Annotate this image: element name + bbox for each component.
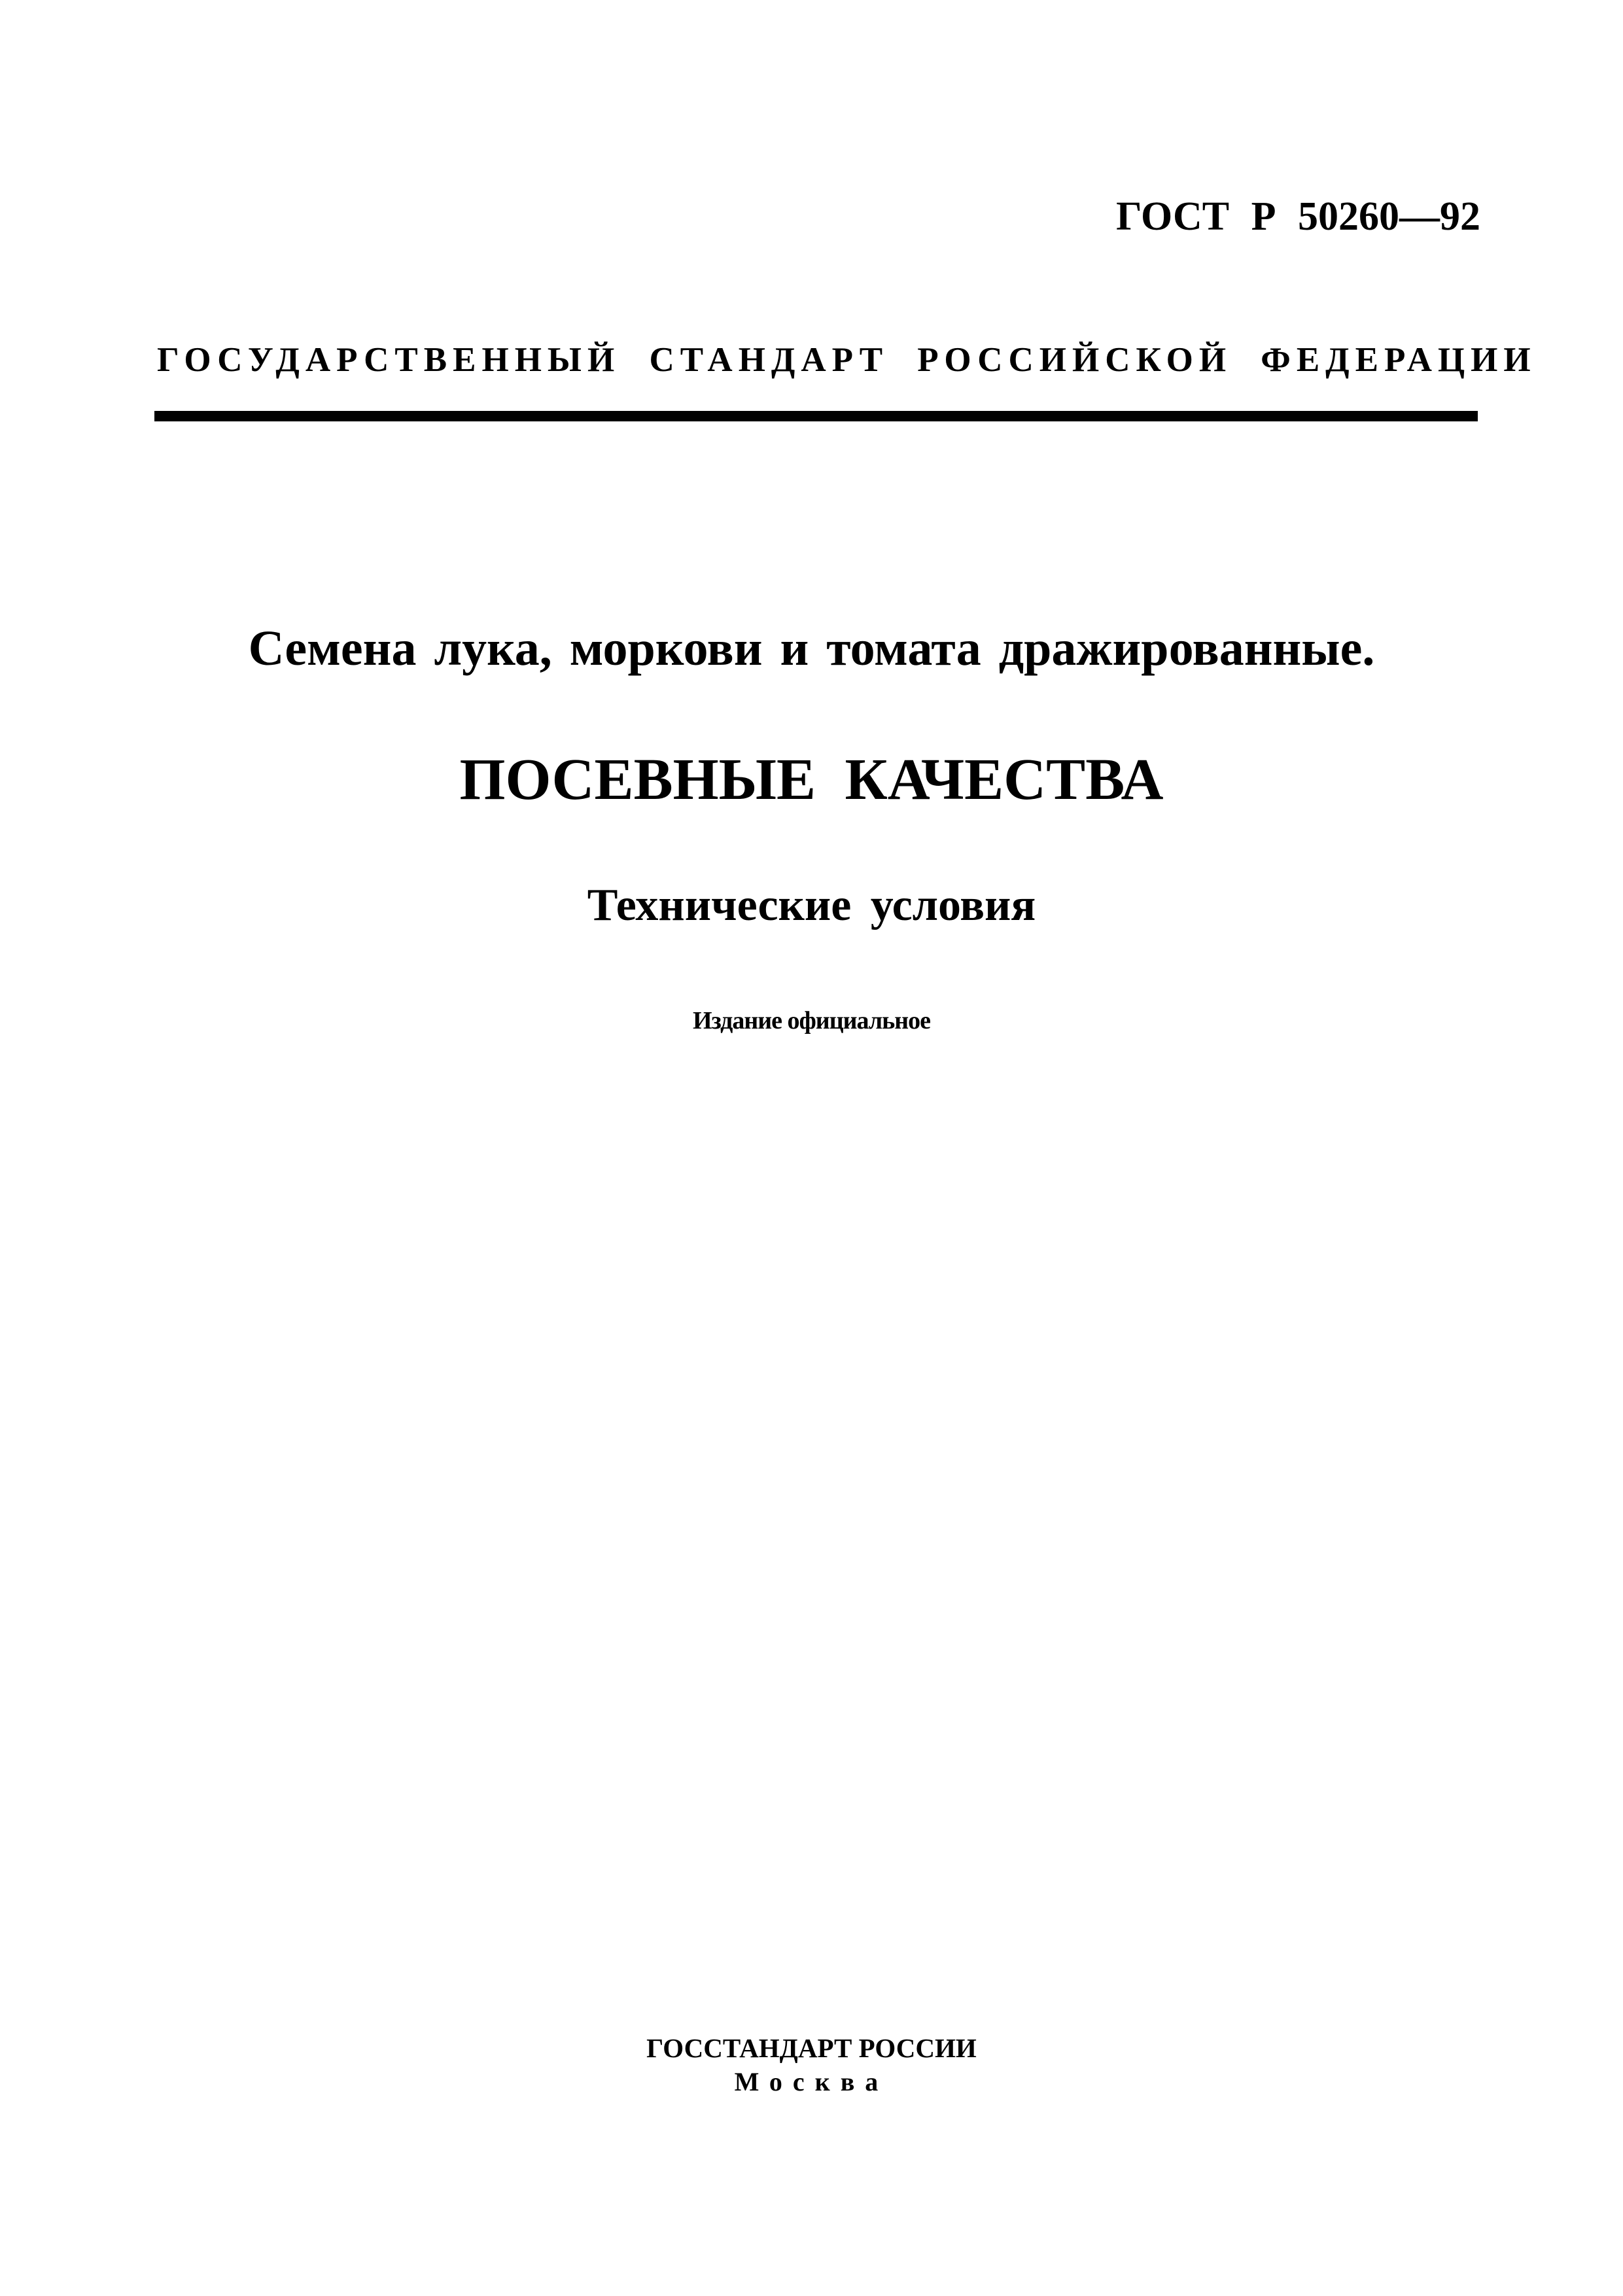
doc-number: ГОСТ Р 50260—92 xyxy=(1116,194,1480,239)
publication-city: Москва xyxy=(734,2067,889,2096)
document-main-title: ПОСЕВНЫЕ КАЧЕСТВА xyxy=(459,747,1164,812)
document-subtitle: Технические условия xyxy=(587,880,1036,930)
publisher: ГОССТАНДАРТ РОССИИ xyxy=(646,2033,977,2063)
document-title: Семена лука, моркови и томата дражированные. xyxy=(248,621,1375,676)
header-rule xyxy=(154,411,1478,421)
edition-note: Издание официальное xyxy=(692,1007,930,1034)
standard-type-heading: ГОСУДАРСТВЕННЫЙ СТАНДАРТ РОССИЙСКОЙ ФЕДЕРАЦИИ xyxy=(157,341,1537,379)
